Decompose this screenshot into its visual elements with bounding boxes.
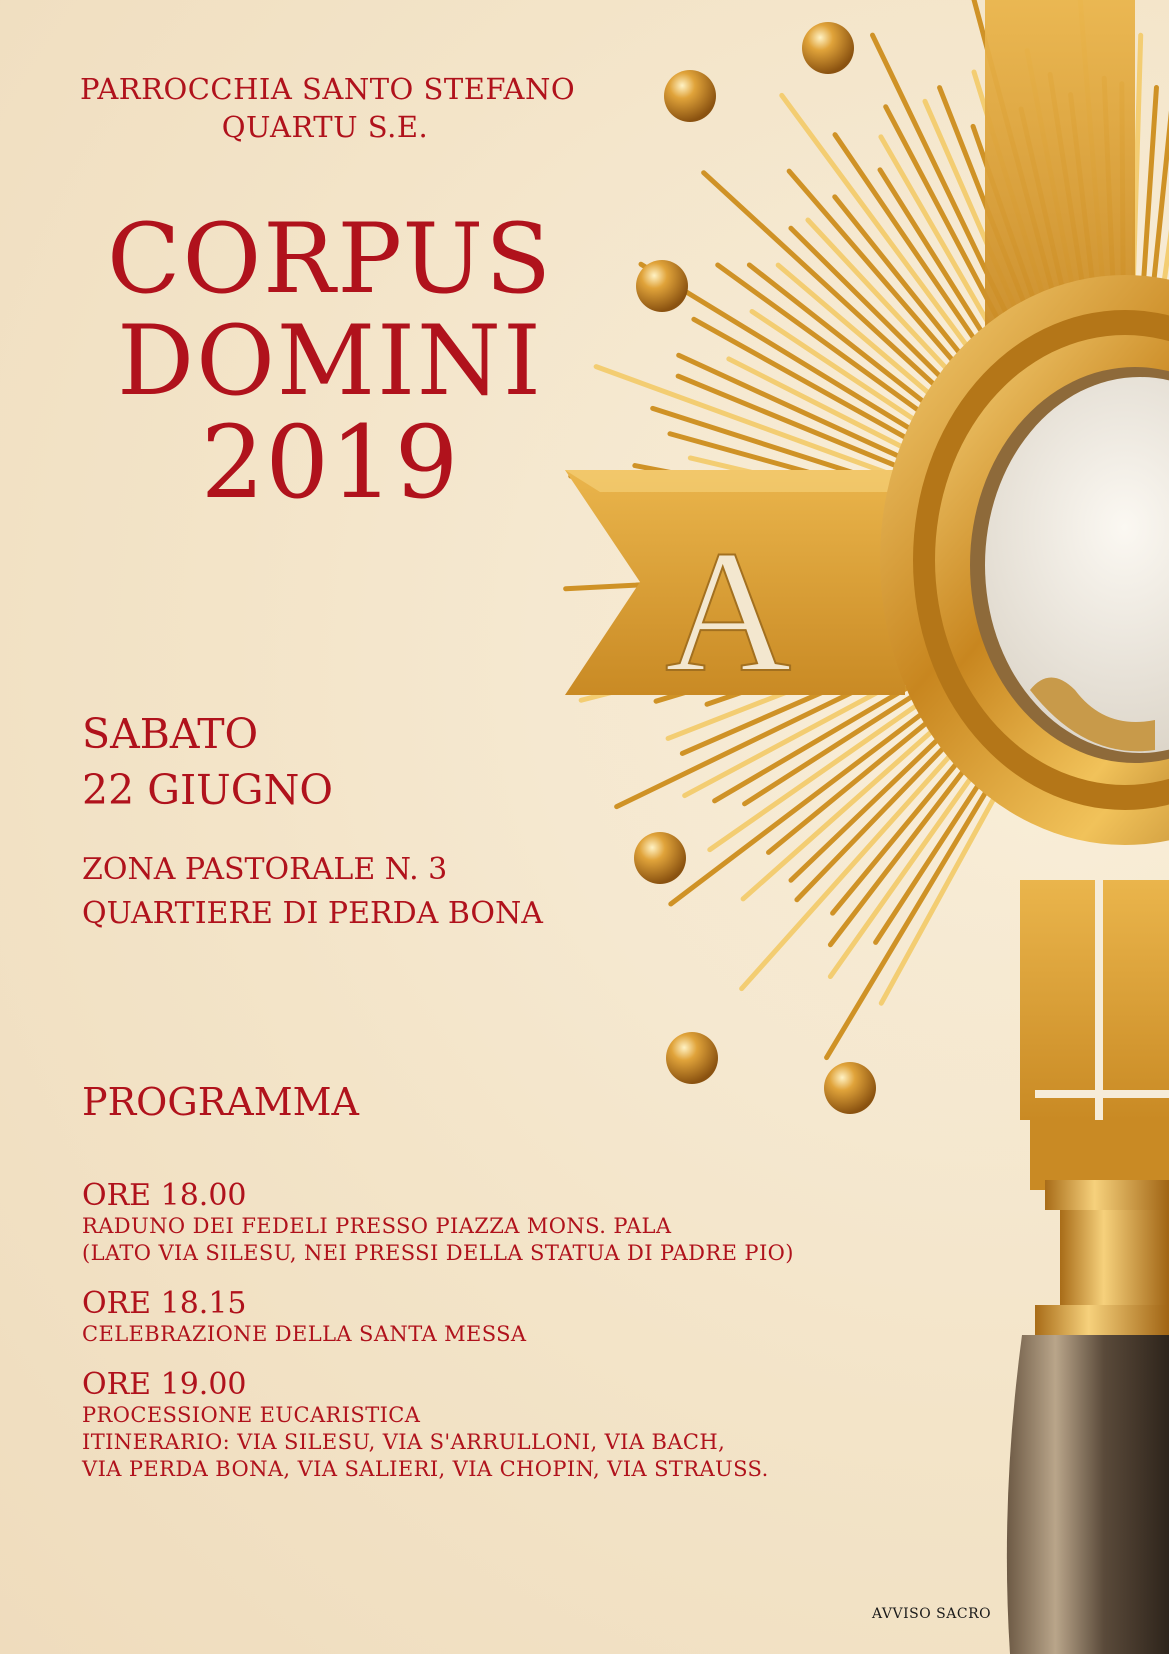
parish-line-1: PARROCCHIA SANTO STEFANO [80, 72, 576, 106]
event-day: SABATO [82, 710, 259, 758]
program-item-description: ITINERARIO: VIA SILESU, VIA S'ARRULLONI, VIA BACH, [82, 1430, 726, 1454]
program-item [82, 1179, 794, 1267]
program-item-description: VIA PERDA BONA, VIA SALIERI, VIA CHOPIN, VIA STRAUSS. [82, 1457, 769, 1481]
program-item-description: PROCESSIONE EUCARISTICA [82, 1403, 421, 1427]
program-item-time: ORE 19.00 [82, 1367, 247, 1402]
program-item-description: CELEBRAZIONE DELLA SANTA MESSA [82, 1322, 527, 1346]
program-item-description: RADUNO DEI FEDELI PRESSO PIAZZA MONS. PALA [82, 1214, 672, 1238]
footer-notice: AVVISO SACRO [872, 1606, 992, 1622]
program-item-time: ORE 18.00 [82, 1178, 247, 1213]
title-line-1: CORPUS [106, 203, 553, 315]
parish-line-2: QUARTU S.E. [221, 110, 429, 144]
program-list [82, 1179, 794, 1503]
parish-name [80, 70, 576, 146]
program-item-description: (LATO VIA SILESU, NEI PRESSI DELLA STATUA DI PADRE PIO) [82, 1241, 794, 1265]
event-day-month: 22 GIUGNO [82, 766, 333, 814]
svg-text:A: A [665, 514, 792, 708]
program-heading: PROGRAMMA [82, 1080, 360, 1124]
title-year: 2019 [200, 404, 460, 521]
event-title [80, 203, 580, 521]
program-item [82, 1368, 794, 1483]
event-date [82, 706, 333, 818]
program-item [82, 1287, 794, 1348]
event-location [82, 848, 543, 936]
program-item-time: ORE 18.15 [82, 1286, 247, 1321]
title-line-2: DOMINI [117, 305, 543, 417]
zone-line-2: QUARTIERE DI PERDA BONA [82, 896, 543, 931]
zone-line-1: ZONA PASTORALE N. 3 [82, 852, 448, 887]
